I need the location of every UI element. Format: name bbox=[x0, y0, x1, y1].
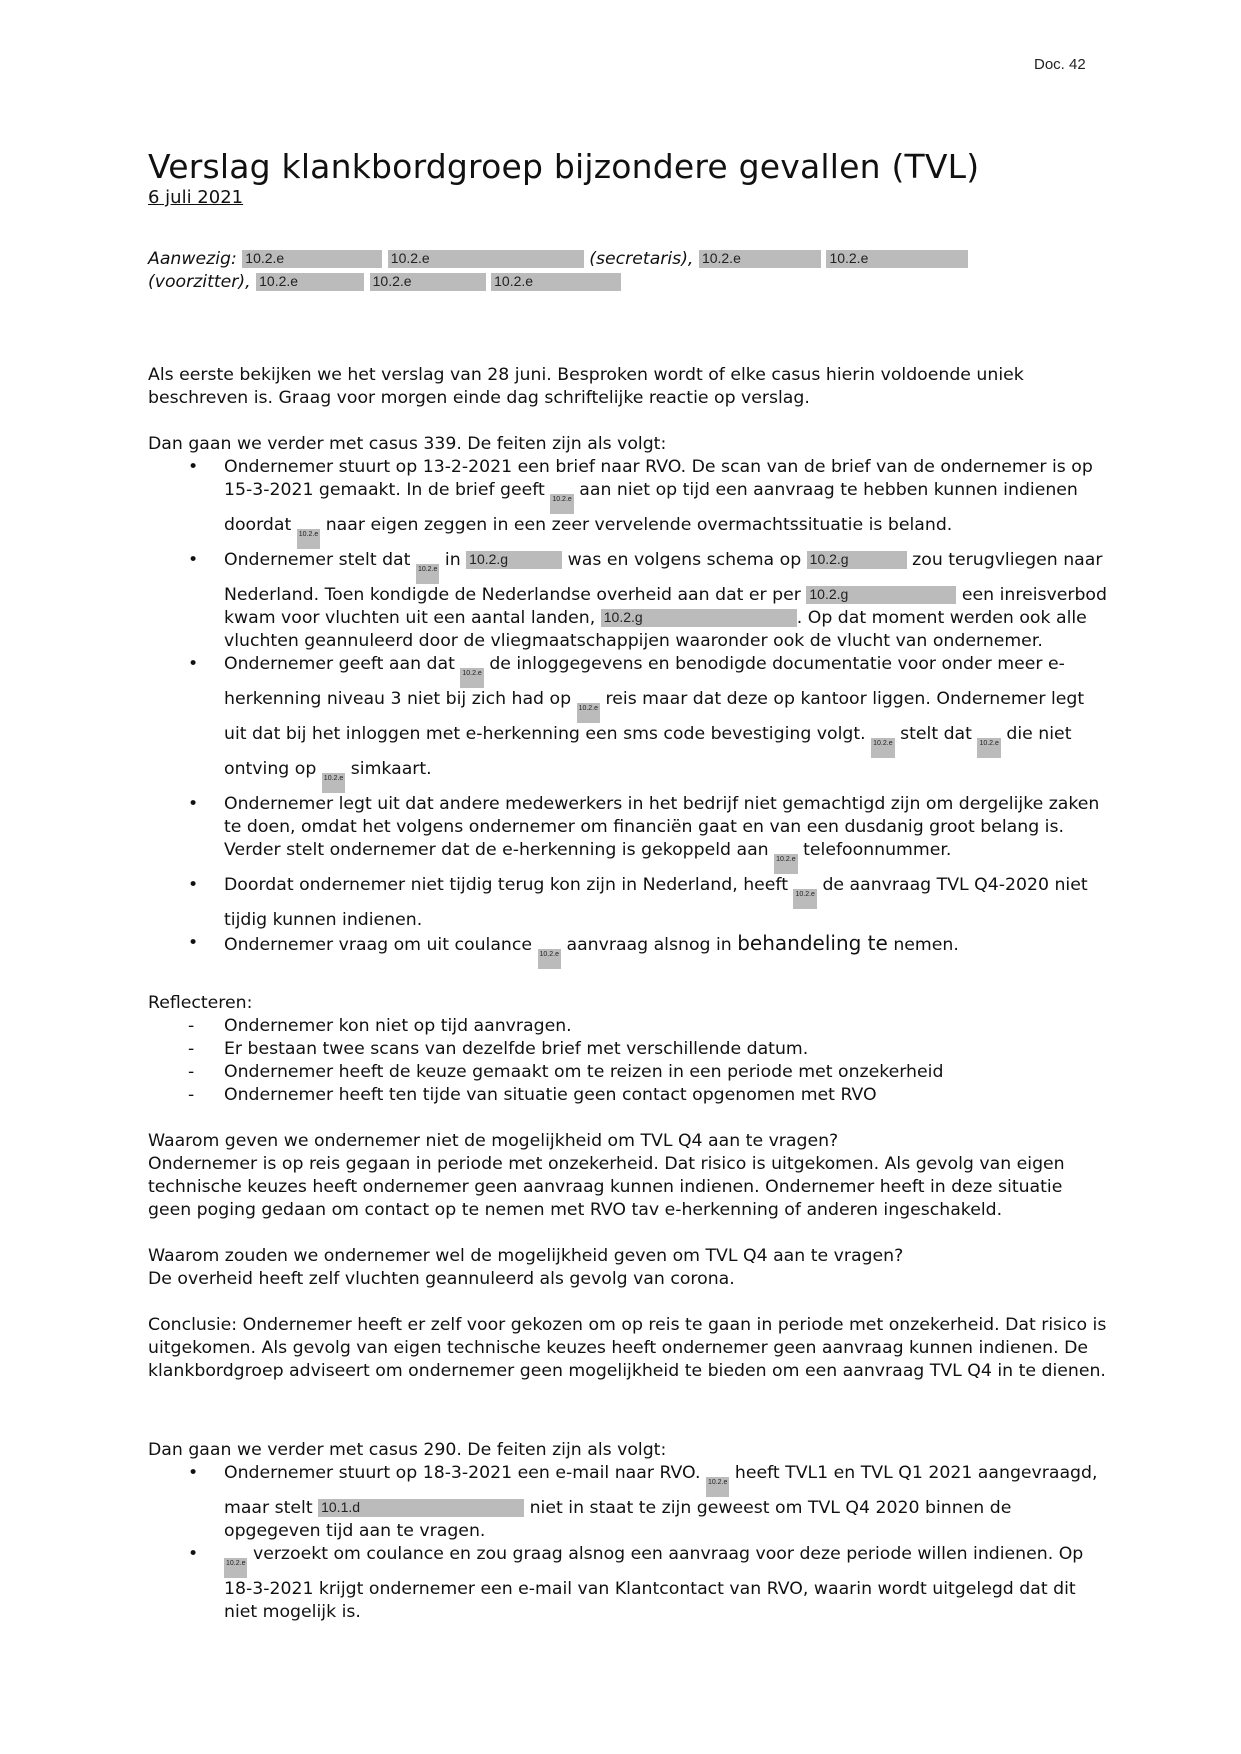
redaction: 10.2.e bbox=[224, 1558, 247, 1578]
voorzitter-label: (voorzitter), bbox=[148, 272, 251, 292]
redaction: 10.2.e bbox=[416, 564, 439, 584]
redaction: 10.2.g bbox=[601, 609, 797, 627]
list-item: • Ondernemer legt uit dat andere medewerkers in het bedrijf niet gemachtigd zijn om dergelijke zaken te doen, omdat het volgens ondernemer om financiën gaat en van een dusdanig groot belang is. Verder stelt ondernemer dat de e-herkenning is gekoppeld aan 10.2.e telefoonnummer. bbox=[148, 793, 1108, 874]
redaction: 10.2.e bbox=[550, 494, 573, 514]
list-item: - Er bestaan twee scans van dezelfde brief met verschillende datum. bbox=[148, 1038, 1108, 1061]
redaction: 10.2.e bbox=[256, 273, 364, 291]
redaction: 10.2.e bbox=[370, 273, 486, 291]
list-item: - Ondernemer heeft ten tijde van situatie geen contact opgenomen met RVO bbox=[148, 1084, 1108, 1107]
why-answer: De overheid heeft zelf vluchten geannuleerd als gevolg van corona. bbox=[148, 1269, 735, 1289]
redaction: 10.2.e bbox=[322, 773, 345, 793]
redaction: 10.2.e bbox=[774, 854, 797, 874]
redaction: 10.2.e bbox=[388, 250, 584, 268]
meeting-date: 6 juli 2021 bbox=[148, 187, 244, 208]
case339-facts bbox=[148, 456, 1108, 969]
redaction: 10.2.e bbox=[242, 250, 382, 268]
redaction: 10.2.e bbox=[871, 738, 894, 758]
redaction: 10.2.e bbox=[706, 1477, 729, 1497]
case290-lead: Dan gaan we verder met casus 290. De feiten zijn als volgt: bbox=[148, 1440, 667, 1460]
list-item: • Ondernemer stuurt op 18-3-2021 een e-mail naar RVO. 10.2.e heeft TVL1 en TVL Q1 2021 aangevraagd, maar stelt 10.1.d niet in staat te zijn geweest om TVL Q4 2020 binnen de opgegeven tijd aan te vragen. bbox=[148, 1462, 1108, 1543]
redaction: 10.2.e bbox=[577, 703, 600, 723]
case339-lead: Dan gaan we verder met casus 339. De feiten zijn als volgt: bbox=[148, 434, 667, 454]
redaction: 10.1.d bbox=[318, 1499, 524, 1517]
document-number: Doc. 42 bbox=[1034, 56, 1086, 73]
redaction: 10.2.e bbox=[491, 273, 621, 291]
redaction: 10.2.e bbox=[977, 738, 1000, 758]
redaction: 10.2.e bbox=[793, 889, 816, 909]
why-not-answer: Ondernemer is op reis gegaan in periode met onzekerheid. Dat risico is uitgekomen. Als gevolg van eigen technische keuzes heeft ondernemer geen aanvraag kunnen indienen. Ondernemer heeft in deze situatie geen poging gedaan om contact op te nemen met RVO tav e-herkenning of anderen ingeschakeld. bbox=[148, 1154, 1065, 1220]
why-not-question: Waarom geven we ondernemer niet de mogelijkheid om TVL Q4 aan te vragen? bbox=[148, 1131, 839, 1151]
list-item: - Ondernemer kon niet op tijd aanvragen. bbox=[148, 1015, 1108, 1038]
list-item: • Ondernemer stuurt op 13-2-2021 een brief naar RVO. De scan van de brief van de ondernemer is op 15-3-2021 gemaakt. In de brief geeft 10.2.e aan niet op tijd een aanvraag te hebben kunnen indienen doordat 10.2.e naar eigen zeggen in een zeer vervelende overmachtssituatie is beland. bbox=[148, 456, 1108, 549]
redaction: 10.2.g bbox=[807, 551, 907, 569]
redaction: 10.2.e bbox=[460, 668, 483, 688]
reflect-label: Reflecteren: bbox=[148, 993, 253, 1013]
redaction: 10.2.e bbox=[538, 949, 561, 969]
reflect-list bbox=[148, 1015, 1108, 1107]
redaction: 10.2.g bbox=[466, 551, 562, 569]
why-question: Waarom zouden we ondernemer wel de mogelijkheid geven om TVL Q4 aan te vragen? bbox=[148, 1246, 904, 1266]
list-item: • 10.2.e verzoekt om coulance en zou graag alsnog een aanvraag voor deze periode willen indienen. Op 18-3-2021 krijgt ondernemer een e-mail van Klantcontact van RVO, waarin wordt uitgelegd dat dit niet mogelijk is. bbox=[148, 1543, 1108, 1624]
document-body bbox=[148, 148, 1108, 1624]
redaction: 10.2.g bbox=[806, 586, 956, 604]
secretaris-label: (secretaris), bbox=[589, 249, 694, 269]
list-item: • Doordat ondernemer niet tijdig terug kon zijn in Nederland, heeft 10.2.e de aanvraag TVL Q4-2020 niet tijdig kunnen indienen. bbox=[148, 874, 1108, 932]
list-item: - Ondernemer heeft de keuze gemaakt om te reizen in een periode met onzekerheid bbox=[148, 1061, 1108, 1084]
list-item: • Ondernemer stelt dat 10.2.e in 10.2.g was en volgens schema op 10.2.g zou terugvliegen naar Nederland. Toen kondigde de Nederlandse overheid aan dat er per 10.2.g een inreisverbod kwam voor vluchten uit een aantal landen, 10.2.g . Op dat moment werden ook alle vluchten geannuleerd door de vliegmaatschappijen waaronder ook de vlucht van ondernemer. bbox=[148, 549, 1108, 653]
redaction: 10.2.e bbox=[699, 250, 821, 268]
intro-paragraph: Als eerste bekijken we het verslag van 28 juni. Besproken wordt of elke casus hierin voldoende uniek beschreven is. Graag voor morgen einde dag schriftelijke reactie op verslag. bbox=[148, 365, 1024, 408]
list-item: • Ondernemer vraag om uit coulance 10.2.e aanvraag alsnog in behandeling te nemen. bbox=[148, 932, 1108, 969]
conclusion: Conclusie: Ondernemer heeft er zelf voor gekozen om op reis te gaan in periode met onzekerheid. Dat risico is uitgekomen. Als gevolg van eigen technische keuzes heeft ondernemer geen aanvraag kunnen indienen. De klankbordgroep adviseert om ondernemer geen mogelijkheid te bieden om een aanvraag TVL Q4 in te dienen. bbox=[148, 1315, 1107, 1381]
attendance-line bbox=[148, 248, 1108, 294]
redaction: 10.2.e bbox=[826, 250, 968, 268]
case290-facts bbox=[148, 1462, 1108, 1624]
present-label: Aanwezig: bbox=[148, 249, 237, 269]
redaction: 10.2.e bbox=[297, 529, 320, 549]
page-title: Verslag klankbordgroep bijzondere gevallen (TVL) bbox=[148, 147, 980, 186]
list-item: • Ondernemer geeft aan dat 10.2.e de inloggegevens en benodigde documentatie voor onder meer e-herkenning niveau 3 niet bij zich had op 10.2.e reis maar dat deze op kantoor liggen. Ondernemer legt uit dat bij het inloggen met e-herkenning een sms code bevestiging volgt. 10.2.e stelt dat 10.2.e die niet ontving op 10.2.e simkaart. bbox=[148, 653, 1108, 793]
